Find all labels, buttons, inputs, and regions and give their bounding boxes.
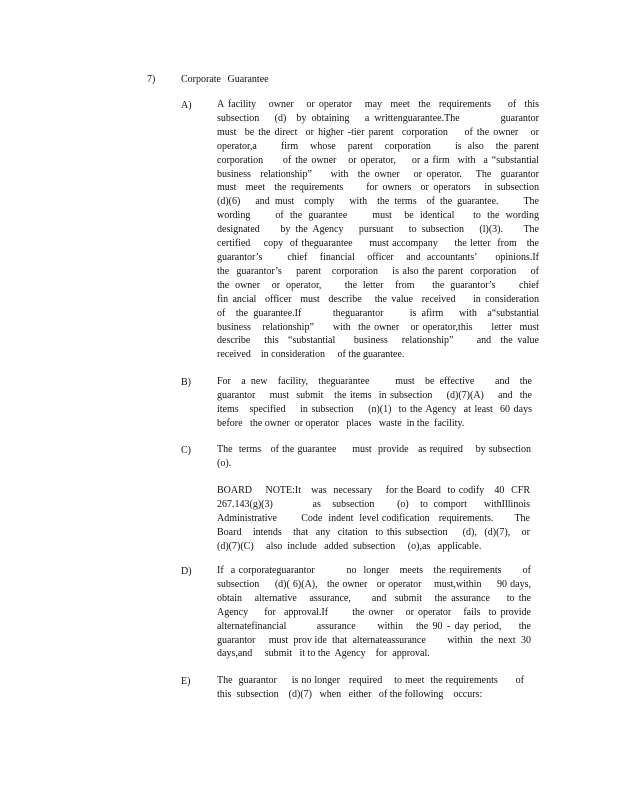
text-line: guarantor must prov ide that alternateassurance within the next 30 xyxy=(217,634,531,646)
text-line: fin ancial officer must describe the value received in consideration xyxy=(217,293,539,305)
text-line: the guarantor’s parent corporation is also the parent corporation of xyxy=(217,265,539,277)
text-line: describe this “substantial business relationship” and the value xyxy=(217,335,539,347)
item-b-letter: B) xyxy=(181,377,191,388)
text-line: Administrative Code indent level codification requirements. The xyxy=(217,512,530,524)
text-line: guarantor must submit the items in subsection (d)(7)(A) and the xyxy=(217,389,532,401)
text-line: received in consideration of the guarantee. xyxy=(217,349,405,361)
text-line: The guarantor is no longer required to meet the requirements of xyxy=(217,675,524,686)
text-line: BOARD NOTE:It was necessary for the Board to codify 40 CFR xyxy=(217,485,530,496)
text-line: guarantor’s chief financial officer and accountants’ opinions.If xyxy=(217,251,539,263)
item-b-paragraph xyxy=(217,375,532,431)
section-number: 7) xyxy=(147,74,156,85)
text-line: before the owner or operator places waste in the facility. xyxy=(217,417,465,429)
text-line: this subsection (d)(7) when either of the following occurs: xyxy=(217,688,483,700)
text-line: (d)(6) and must comply with the terms of the guarantee. The xyxy=(217,196,539,208)
section-title: Corporate Guarantee xyxy=(181,74,269,85)
item-d-letter: D) xyxy=(181,566,192,577)
text-line: obtain alternative assurance, and submit the assurance to the xyxy=(217,592,531,604)
text-line: the owner or operator, the letter from the guarantor’s chief xyxy=(217,279,539,291)
text-line: items specified in subsection (n)(1) to the Agency at least 60 days xyxy=(217,403,532,415)
item-e-letter: E) xyxy=(181,676,191,687)
text-line: For a new facility, theguarantee must be effective and the xyxy=(217,376,532,387)
text-line: subsection (d) by obtaining a writtenguarantee.The guarantor xyxy=(217,112,539,124)
text-line: 267.143(g)(3) as subsection (o) to comport withIllinois xyxy=(217,498,530,510)
text-line: (o). xyxy=(217,457,232,469)
text-line: alternatefinancial assurance within the 90 - day period, the xyxy=(217,620,531,632)
text-line: operator,a firm whose parent corporation is also the parent xyxy=(217,140,539,152)
item-a-letter: A) xyxy=(181,100,192,111)
text-line: designated by the Agency pursuant to subsection (l)(3). The xyxy=(217,224,539,236)
text-line: business relationship” with the owner or operator,this letter must xyxy=(217,321,539,333)
text-line: business relationship” with the owner or operator. The guarantor xyxy=(217,168,539,180)
text-line: If a corporateguarantor no longer meets the requirements of xyxy=(217,565,531,576)
item-a-paragraph xyxy=(217,98,539,362)
board-note-paragraph xyxy=(217,484,530,554)
text-line: certified copy of theguarantee must accompany the letter from the xyxy=(217,238,539,250)
text-line: must meet the requirements for owners or operators in subsection xyxy=(217,182,539,194)
item-c-paragraph xyxy=(217,443,531,471)
item-e-paragraph xyxy=(217,674,524,702)
text-line: subsection (d)( 6)(A), the owner or operator must,within 90 days, xyxy=(217,578,531,590)
text-line: of the guarantee.If theguarantor is afirm with a“substantial xyxy=(217,307,539,319)
text-line: days,and submit it to the Agency for approval. xyxy=(217,648,430,660)
text-line: (d)(7)(C) also include added subsection (o),as applicable. xyxy=(217,540,482,552)
text-line: corporation of the owner or operator, or a firm with a “substantial xyxy=(217,154,539,166)
text-line: wording of the guarantee must be identical to the wording xyxy=(217,210,539,222)
text-line: Agency for approval.If the owner or operator fails to provide xyxy=(217,606,531,618)
text-line: must be the direct or higher -tier parent corporation of the owner or xyxy=(217,126,539,138)
text-line: The terms of the guarantee must provide as required by subsection xyxy=(217,444,531,455)
text-line: Board intends that any citation to this subsection (d), (d)(7), or xyxy=(217,526,530,538)
text-line: A facility owner or operator may meet the requirements of this xyxy=(217,99,539,110)
item-d-paragraph xyxy=(217,564,531,661)
item-c-letter: C) xyxy=(181,445,191,456)
